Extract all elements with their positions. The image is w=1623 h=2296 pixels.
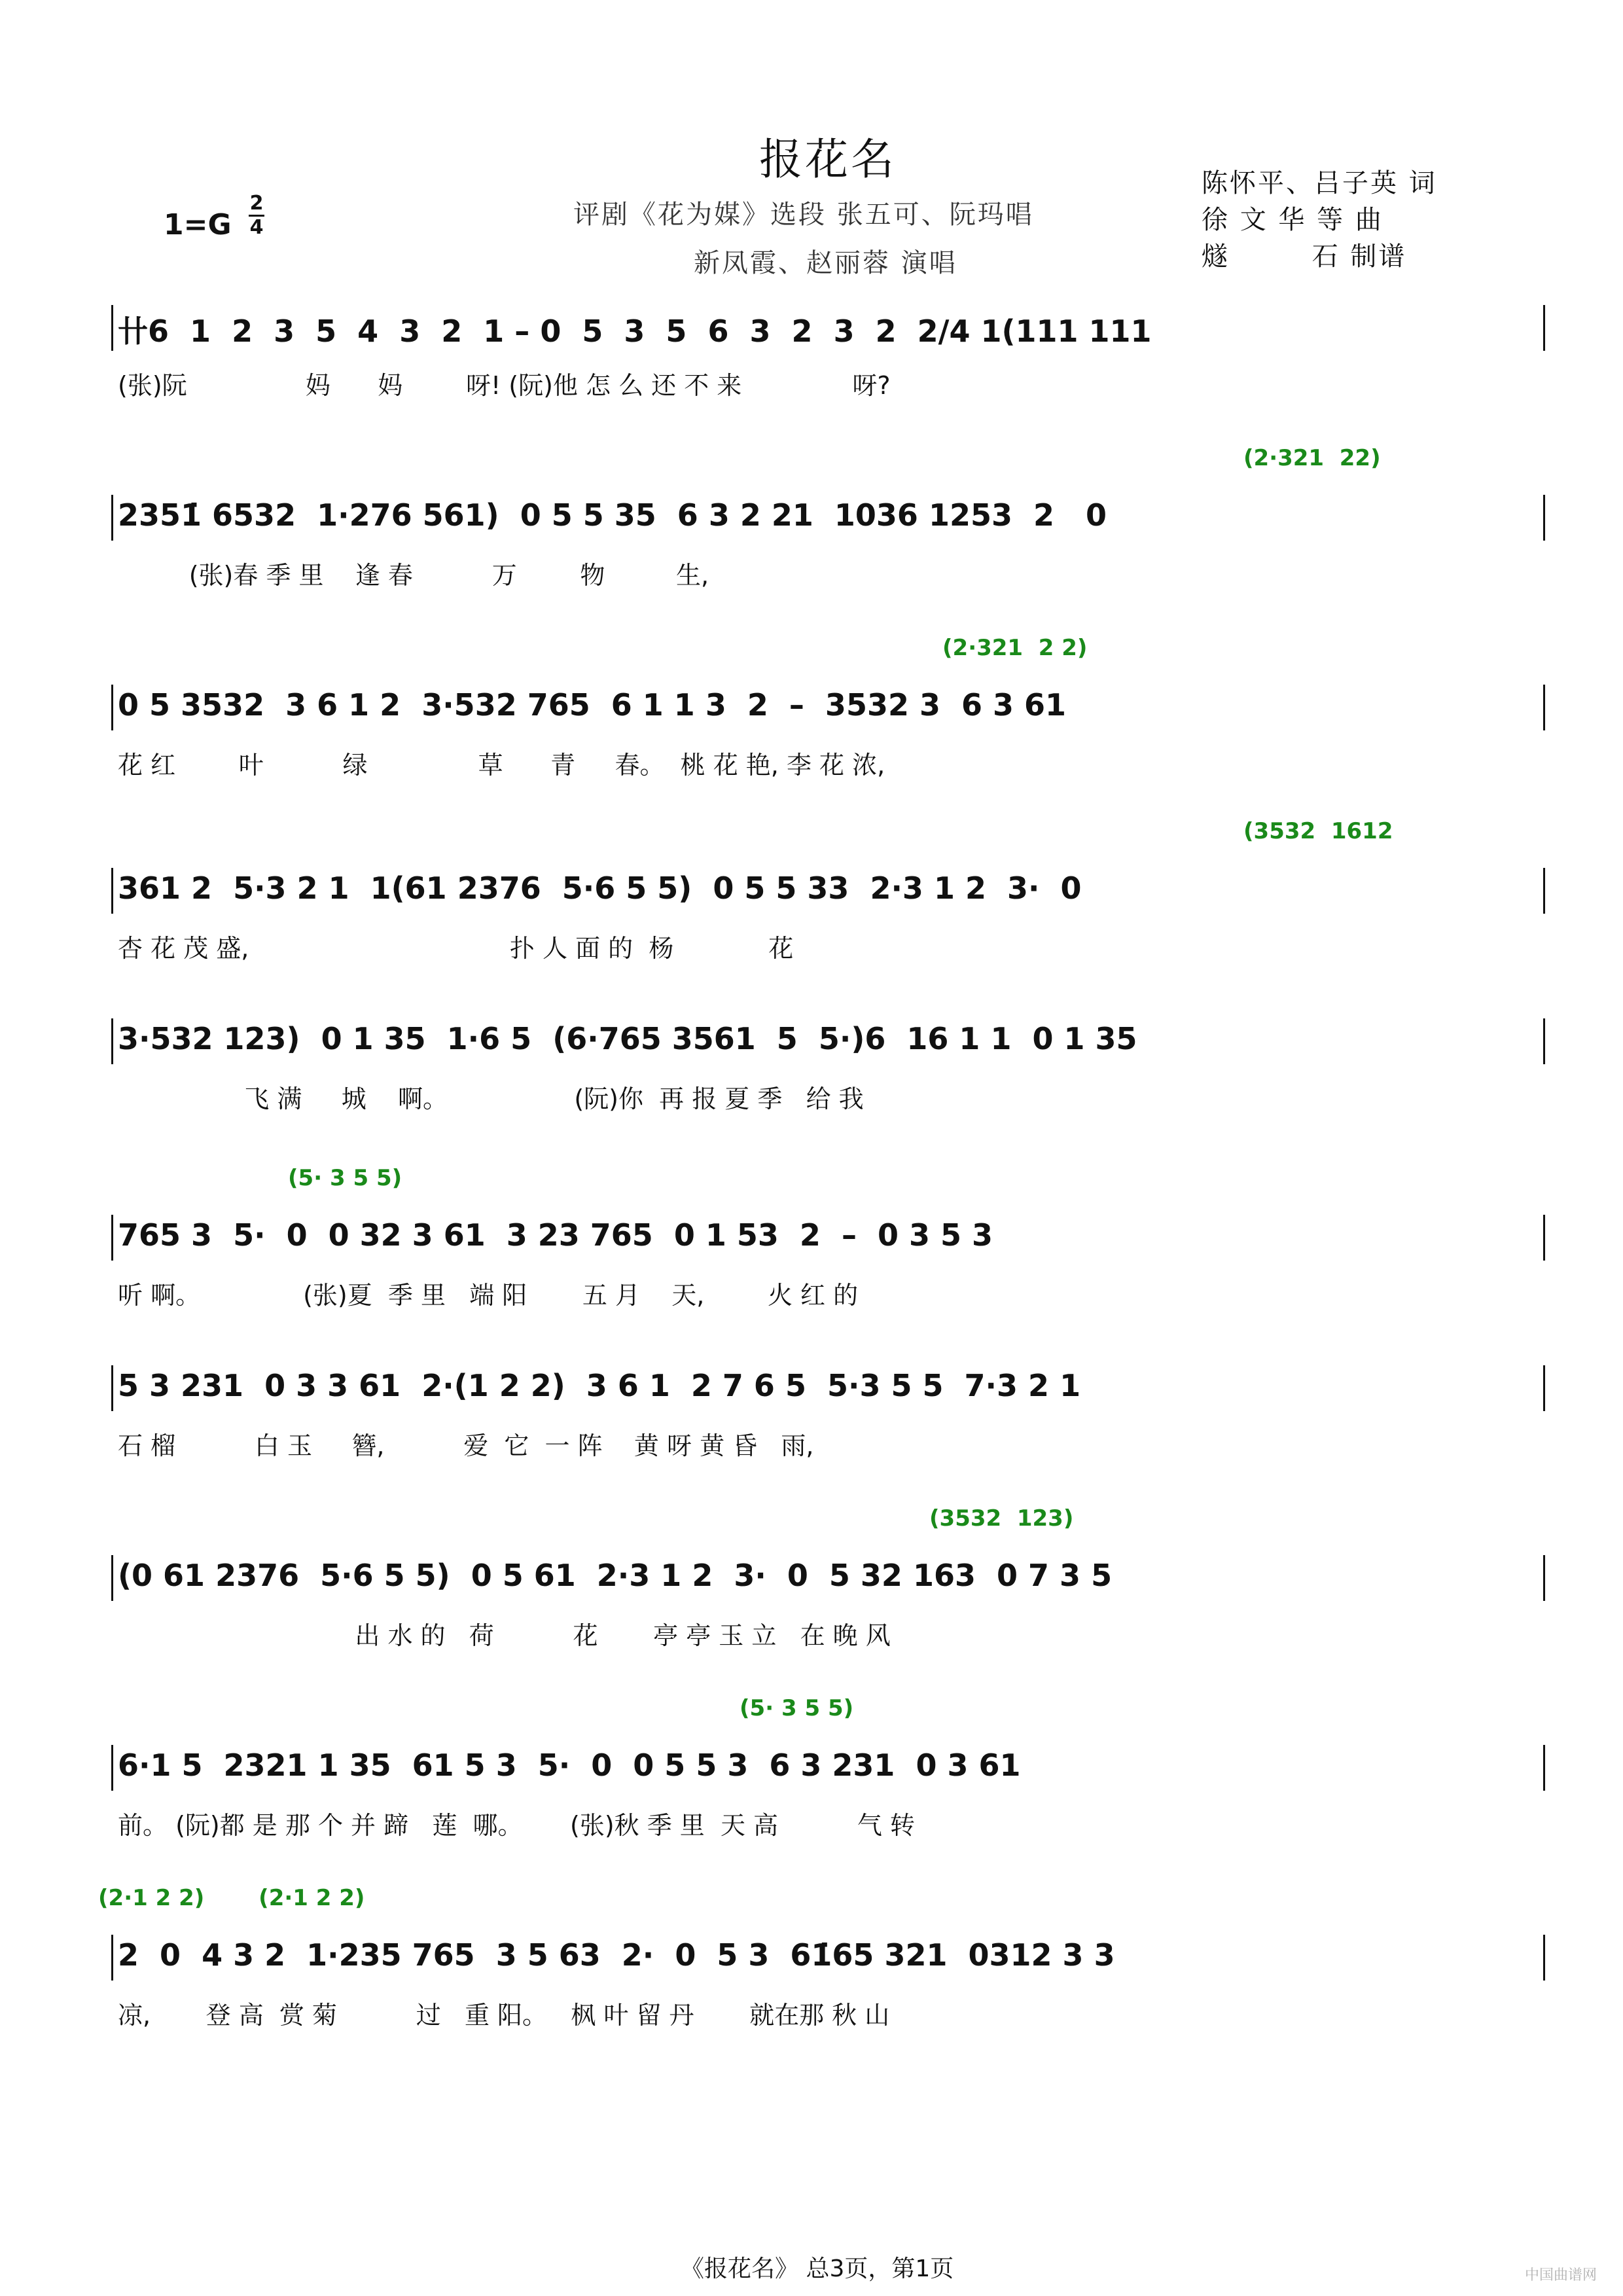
- bar-line: [1543, 1018, 1545, 1064]
- bar-line: [1543, 1745, 1545, 1791]
- bar-line: [111, 1935, 113, 1981]
- bar-line: [1543, 495, 1545, 541]
- bar-line: [1543, 1365, 1545, 1411]
- notation-row: 0 5 3532 3 6 1 2 3·532 765 6 1 1 3 2 – 3532 3 6 3 61: [118, 687, 1067, 723]
- time-sig-bottom: 4: [249, 216, 264, 239]
- time-sig-top: 2: [249, 192, 264, 215]
- lyric-row: 飞 满 城 啊。 (阮)你 再 报 夏 季 给 我: [118, 1085, 864, 1113]
- lyric-row: 前。 (阮)都 是 那 个 并 蹄 莲 哪。 (张)秋 季 里 天 高 气 转: [118, 1811, 915, 1840]
- bar-line: [111, 495, 113, 541]
- accompaniment-line: (3532 1612: [1243, 818, 1393, 844]
- bar-line: [111, 1365, 113, 1411]
- bar-line: [111, 685, 113, 730]
- bar-line: [1543, 1935, 1545, 1981]
- bar-line: [1543, 868, 1545, 914]
- subtitle-source: 评剧《花为媒》选段 张五可、阮玛唱: [573, 200, 1034, 230]
- lyric-row: 杏 花 茂 盛, 扑 人 面 的 杨 花: [118, 934, 794, 963]
- accompaniment-line: (3532 123): [929, 1505, 1074, 1532]
- lyric-row: (张)阮 妈 妈 呀! (阮)他 怎 么 还 不 来 呀?: [118, 371, 891, 400]
- notation-row: (0 61 2376 5·6 5 5) 0 5 61 2·3 1 2 3· 0 5 32 163 0 7 3 5: [118, 1558, 1113, 1593]
- accompaniment-line: (5· 3 5 5): [740, 1695, 854, 1721]
- accompaniment-line: (2·1 2 2) (2·1 2 2): [98, 1885, 365, 1911]
- time-signature: [249, 194, 264, 238]
- key-signature: 1=G: [164, 208, 232, 242]
- accompaniment-line: (5· 3 5 5): [288, 1165, 402, 1191]
- watermark: 中国曲谱网: [1524, 2267, 1597, 2284]
- lyric-row: (张)春 季 里 逢 春 万 物 生,: [118, 561, 709, 590]
- notation-row: 765 3 5· 0 0 32 3 61 3 23 765 0 1 53 2 – 0 3 5 3: [118, 1217, 993, 1253]
- notation-row: 2351̇ 6532 1·276 561) 0 5 5 35 6 3 2 21 1036 1253 2 0: [118, 497, 1107, 533]
- notation-row: 5 3 231 0 3 3 61 2·(1 2 2) 3 6 1 2 7 6 5 5·3 5 5 7·3 2 1: [118, 1368, 1081, 1403]
- bar-line: [111, 305, 113, 351]
- notation-row: 3·532 123) 0 1 35 1·6 5 (6·765 3561 5 5·)6 16 1 1 0 1 35: [118, 1021, 1137, 1056]
- bar-line: [111, 1745, 113, 1791]
- credit-composer: 徐 文 华 等 曲: [1202, 205, 1383, 235]
- bar-line: [1543, 685, 1545, 730]
- bar-line: [1543, 305, 1545, 351]
- notation-row: 2 0 4 3 2 1·235 765 3 5 63 2· 0 5 3 61̇65 321 0312 3 3: [118, 1937, 1115, 1973]
- bar-line: [111, 1555, 113, 1601]
- credit-lyricist: 陈怀平、吕子英 词: [1202, 168, 1437, 198]
- song-title: 报花名: [759, 134, 897, 185]
- subtitle-performers: 新凤霞、赵丽蓉 演唱: [694, 248, 957, 278]
- bar-line: [1543, 1215, 1545, 1261]
- notation-row: 卄6 1 2 3 5 4 3 2 1 – 0 5 3 5 6 3 2 3 2 2/4 1(111 111: [118, 314, 1152, 349]
- accompaniment-line: (2·321 22): [1243, 445, 1381, 471]
- lyric-row: 石 榴 白 玉 簪, 爱 它 一 阵 黄 呀 黄 昏 雨,: [118, 1431, 814, 1460]
- notation-row: 361 2 5·3 2 1 1(61 2376 5·6 5 5) 0 5 5 33 2·3 1 2 3· 0: [118, 870, 1082, 906]
- bar-line: [111, 1215, 113, 1261]
- accompaniment-line: (2·321 2 2): [942, 635, 1088, 661]
- lyric-row: 出 水 的 荷 花 亭 亭 玉 立 在 晚 风: [118, 1621, 891, 1650]
- notation-row: 6·1 5 2321 1 35 61 5 3 5· 0 0 5 5 3 6 3 231 0 3 61: [118, 1748, 1021, 1783]
- bar-line: [1543, 1555, 1545, 1601]
- lyric-row: 凉, 登 高 赏 菊 过 重 阳。 枫 叶 留 丹 就在那 秋 山: [118, 2001, 890, 2030]
- credit-transcriber: 燧 石 制谱: [1202, 242, 1407, 272]
- lyric-row: 花 红 叶 绿 草 青 春。 桃 花 艳, 李 花 浓,: [118, 751, 885, 780]
- lyric-row: 听 啊。 (张)夏 季 里 端 阳 五 月 天, 火 红 的: [118, 1281, 859, 1310]
- page-footer: 《报花名》 总3页，第1页: [681, 2255, 954, 2282]
- bar-line: [111, 868, 113, 914]
- bar-line: [111, 1018, 113, 1064]
